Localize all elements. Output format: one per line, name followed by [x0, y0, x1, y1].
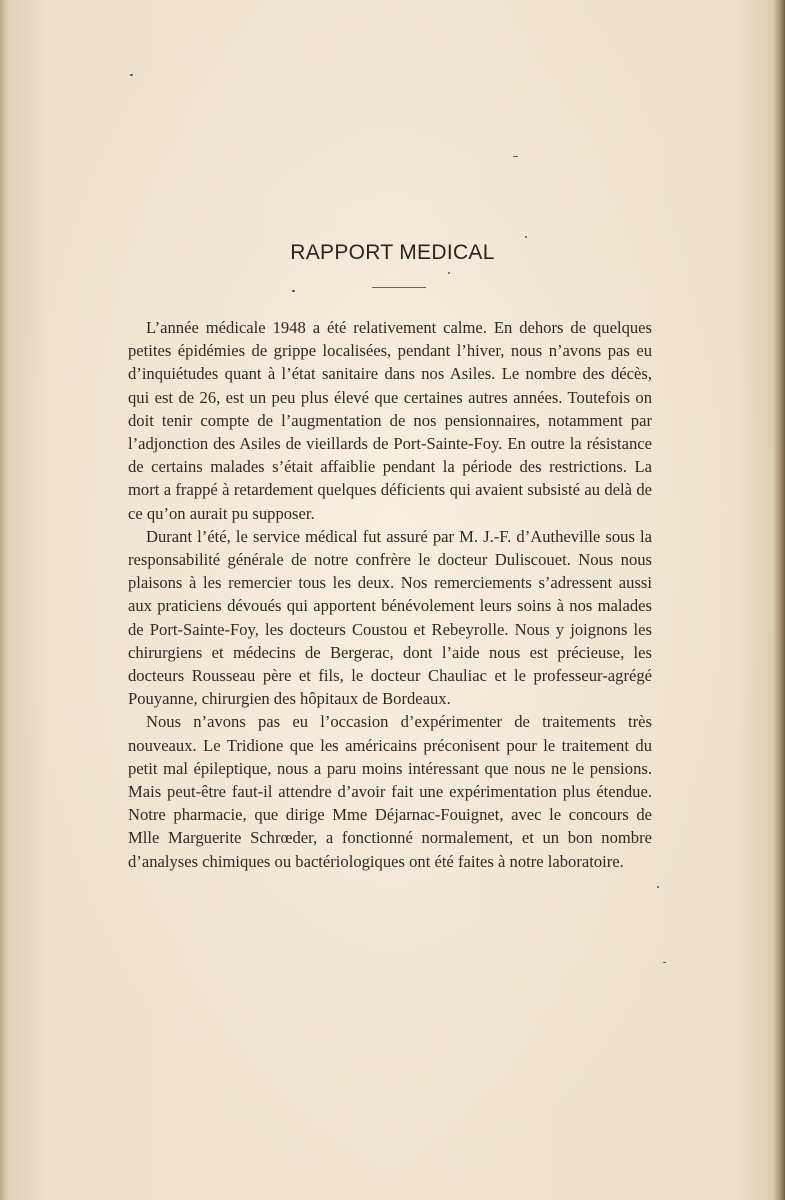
paragraph: Nous n’avons pas eu l’occasion d’expérimenter de traitements très nouveaux. Le Tridione que les américains préconisent pour le traitement du petit mal épileptique, nous a paru moins intéressant que nous ne le pensions. Mais peut-être faut-il attendre d’avoir fait une expérimentation plus étendue. Notre pharmacie, que dirige Mme Déjarnac-Fouignet, avec le concours de Mlle Marguerite Schrœder, a fonctionné normalement, et un bon nombre d’analyses chimiques ou bactériologiques ont été faites à notre laboratoire. — [128, 712, 652, 871]
ink-speck — [513, 156, 518, 157]
ink-speck — [657, 886, 659, 888]
ink-speck — [663, 962, 666, 963]
ink-speck — [292, 290, 295, 292]
page-right-edge — [773, 0, 785, 1200]
page-left-edge — [0, 0, 9, 1200]
paragraph: L’année médicale 1948 a été relativement calme. En dehors de quelques petites épidémies de grippe localisées, pendant l’hiver, nous n’avons pas eu d’inquiétudes quant à l’état sanitaire dans nos Asiles. Le nombre des décès, qui est de 26, est un peu plus élevé que certaines autres années. Toutefois on doit tenir compte de l’augmentation de nos pensionnaires, notamment par l’adjonction des Asiles de vieillards de Port-Sainte-Foy. En outre la résistance de certains malades s’était affaiblie pendant la période des restrictions. La mort a frappé à retardement quelques déficients qui avaient subsisté au delà de ce qu’on aurait pu supposer. — [128, 318, 652, 523]
paragraph: Durant l’été, le service médical fut assuré par M. J.-F. d’Autheville sous la responsabilité générale de notre confrère le docteur Duliscouet. Nous nous plaisons à les remercier tous les deux. Nos remerciements s’adressent aussi aux praticiens dévoués qui apportent bénévolement leurs soins à nos malades de Port-Sainte-Foy, les docteurs Coustou et Rebeyrolle. Nous y joignons les chirurgiens et médecins de Bergerac, dont l’aide nous est précieuse, les docteurs Rousseau père et fils, le docteur Chauliac et le professeur-agrégé Pouyanne, chirurgien des hôpitaux de Bordeaux. — [128, 526, 652, 709]
report-body — [128, 316, 652, 873]
ink-speck — [130, 74, 133, 76]
page-title: RAPPORT MEDICAL — [290, 241, 495, 264]
title-divider — [372, 287, 426, 288]
ink-speck — [448, 272, 450, 274]
ink-speck — [525, 236, 527, 238]
